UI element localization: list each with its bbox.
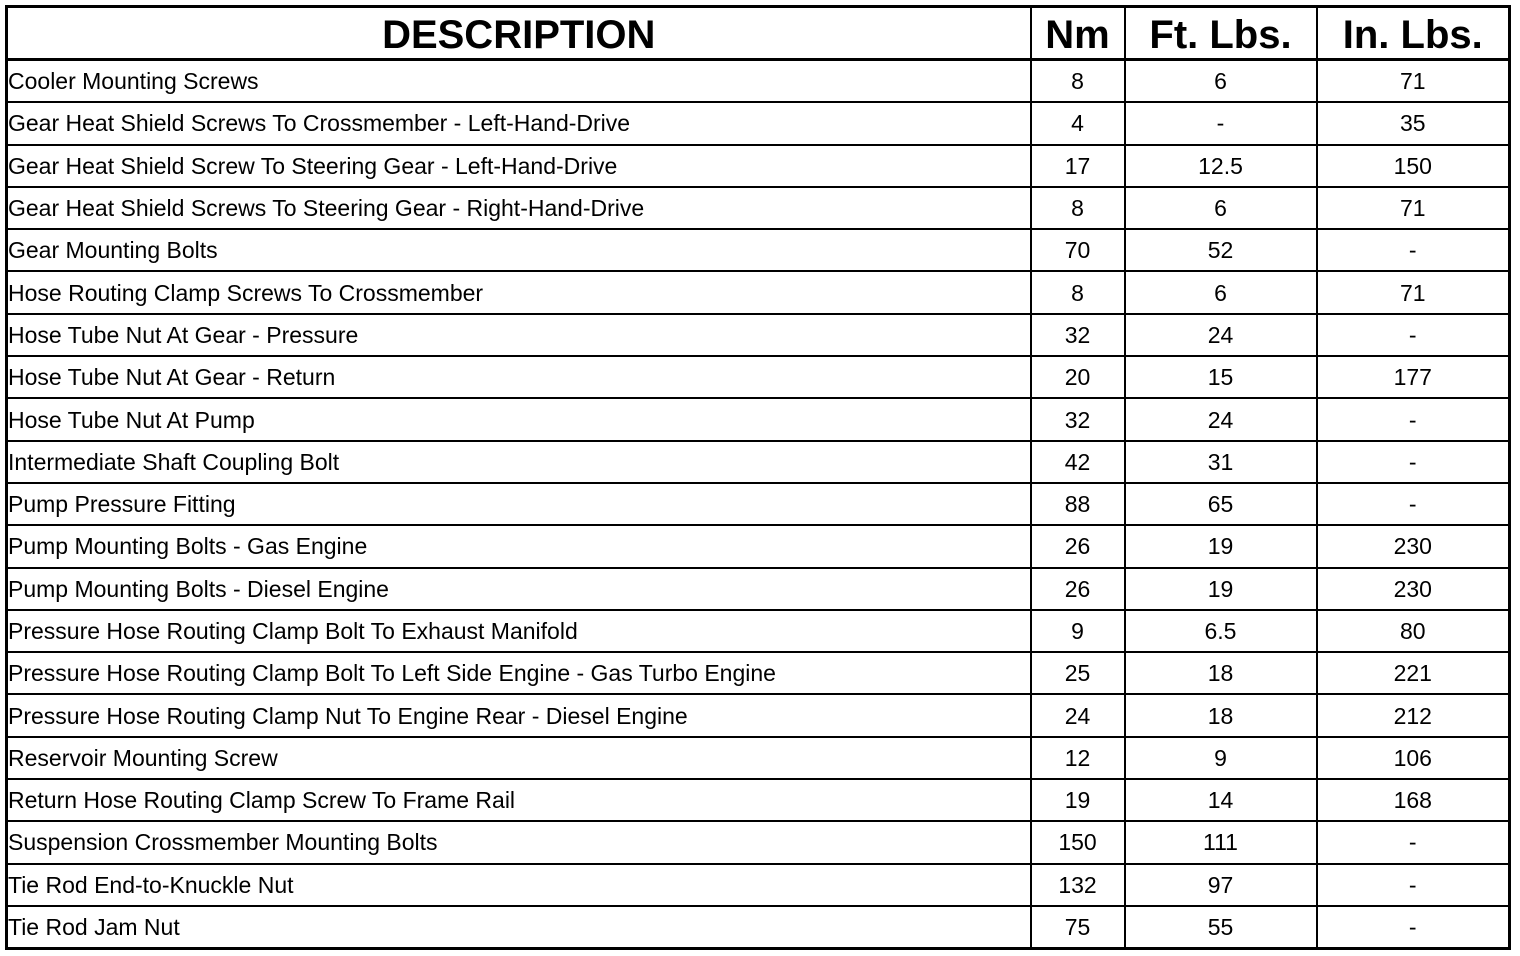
cell-ft-lbs: 111 (1125, 821, 1317, 863)
cell-description: Hose Tube Nut At Gear - Pressure (7, 314, 1031, 356)
cell-description: Gear Mounting Bolts (7, 229, 1031, 271)
cell-ft-lbs: 18 (1125, 652, 1317, 694)
cell-in-lbs: 106 (1317, 737, 1510, 779)
table-row (7, 229, 1510, 271)
cell-ft-lbs: 24 (1125, 398, 1317, 440)
header-nm: Nm (1031, 7, 1125, 60)
cell-description: Cooler Mounting Screws (7, 60, 1031, 103)
cell-description: Intermediate Shaft Coupling Bolt (7, 441, 1031, 483)
cell-description: Reservoir Mounting Screw (7, 737, 1031, 779)
cell-description: Pump Mounting Bolts - Gas Engine (7, 525, 1031, 567)
table-row (7, 821, 1510, 863)
cell-ft-lbs: 15 (1125, 356, 1317, 398)
cell-in-lbs: - (1317, 864, 1510, 906)
cell-nm: 25 (1031, 652, 1125, 694)
cell-ft-lbs: 6 (1125, 271, 1317, 313)
cell-in-lbs: 177 (1317, 356, 1510, 398)
cell-nm: 19 (1031, 779, 1125, 821)
cell-ft-lbs: 19 (1125, 525, 1317, 567)
cell-description: Pump Pressure Fitting (7, 483, 1031, 525)
cell-in-lbs: 71 (1317, 60, 1510, 103)
cell-ft-lbs: 6.5 (1125, 610, 1317, 652)
cell-nm: 42 (1031, 441, 1125, 483)
cell-nm: 8 (1031, 187, 1125, 229)
cell-ft-lbs: 31 (1125, 441, 1317, 483)
cell-ft-lbs: 6 (1125, 60, 1317, 103)
cell-in-lbs: - (1317, 229, 1510, 271)
cell-in-lbs: - (1317, 483, 1510, 525)
table-row (7, 568, 1510, 610)
cell-nm: 26 (1031, 568, 1125, 610)
table-row (7, 483, 1510, 525)
cell-ft-lbs: 19 (1125, 568, 1317, 610)
table-row (7, 356, 1510, 398)
header-ft-lbs: Ft. Lbs. (1125, 7, 1317, 60)
cell-ft-lbs: - (1125, 102, 1317, 144)
cell-description: Return Hose Routing Clamp Screw To Frame Rail (7, 779, 1031, 821)
cell-in-lbs: - (1317, 906, 1510, 949)
cell-nm: 9 (1031, 610, 1125, 652)
cell-in-lbs: - (1317, 398, 1510, 440)
cell-ft-lbs: 24 (1125, 314, 1317, 356)
table-row (7, 441, 1510, 483)
cell-nm: 26 (1031, 525, 1125, 567)
cell-description: Gear Heat Shield Screw To Steering Gear - Left-Hand-Drive (7, 145, 1031, 187)
table-row (7, 271, 1510, 313)
cell-in-lbs: 221 (1317, 652, 1510, 694)
cell-nm: 132 (1031, 864, 1125, 906)
cell-nm: 12 (1031, 737, 1125, 779)
cell-ft-lbs: 55 (1125, 906, 1317, 949)
cell-in-lbs: 71 (1317, 271, 1510, 313)
cell-description: Gear Heat Shield Screws To Steering Gear - Right-Hand-Drive (7, 187, 1031, 229)
cell-in-lbs: 168 (1317, 779, 1510, 821)
cell-ft-lbs: 6 (1125, 187, 1317, 229)
cell-description: Hose Tube Nut At Gear - Return (7, 356, 1031, 398)
cell-description: Gear Heat Shield Screws To Crossmember - Left-Hand-Drive (7, 102, 1031, 144)
cell-description: Suspension Crossmember Mounting Bolts (7, 821, 1031, 863)
header-description: DESCRIPTION (7, 7, 1031, 60)
table-row (7, 145, 1510, 187)
cell-nm: 24 (1031, 694, 1125, 736)
cell-description: Tie Rod Jam Nut (7, 906, 1031, 949)
cell-in-lbs: - (1317, 314, 1510, 356)
cell-nm: 8 (1031, 271, 1125, 313)
table-row (7, 906, 1510, 949)
cell-in-lbs: 80 (1317, 610, 1510, 652)
table-row (7, 102, 1510, 144)
table-row (7, 694, 1510, 736)
table-row (7, 398, 1510, 440)
header-in-lbs: In. Lbs. (1317, 7, 1510, 60)
cell-in-lbs: 212 (1317, 694, 1510, 736)
table-row (7, 737, 1510, 779)
cell-description: Pressure Hose Routing Clamp Nut To Engine Rear - Diesel Engine (7, 694, 1031, 736)
cell-nm: 150 (1031, 821, 1125, 863)
cell-nm: 32 (1031, 398, 1125, 440)
cell-in-lbs: 35 (1317, 102, 1510, 144)
cell-nm: 4 (1031, 102, 1125, 144)
table-row (7, 610, 1510, 652)
table-row (7, 187, 1510, 229)
cell-description: Pump Mounting Bolts - Diesel Engine (7, 568, 1031, 610)
cell-description: Tie Rod End-to-Knuckle Nut (7, 864, 1031, 906)
table-row (7, 60, 1510, 103)
cell-description: Pressure Hose Routing Clamp Bolt To Exhaust Manifold (7, 610, 1031, 652)
cell-nm: 17 (1031, 145, 1125, 187)
header-row (7, 7, 1510, 60)
table-row (7, 314, 1510, 356)
cell-nm: 75 (1031, 906, 1125, 949)
torque-spec-table (5, 5, 1511, 950)
cell-ft-lbs: 9 (1125, 737, 1317, 779)
cell-ft-lbs: 14 (1125, 779, 1317, 821)
cell-nm: 88 (1031, 483, 1125, 525)
cell-description: Pressure Hose Routing Clamp Bolt To Left Side Engine - Gas Turbo Engine (7, 652, 1031, 694)
table-row (7, 652, 1510, 694)
cell-ft-lbs: 18 (1125, 694, 1317, 736)
table-row (7, 864, 1510, 906)
cell-in-lbs: - (1317, 441, 1510, 483)
table-row (7, 779, 1510, 821)
table-header (7, 7, 1510, 60)
cell-description: Hose Tube Nut At Pump (7, 398, 1031, 440)
cell-in-lbs: 230 (1317, 568, 1510, 610)
cell-in-lbs: 230 (1317, 525, 1510, 567)
cell-ft-lbs: 52 (1125, 229, 1317, 271)
cell-nm: 20 (1031, 356, 1125, 398)
table-body (7, 60, 1510, 949)
cell-in-lbs: 150 (1317, 145, 1510, 187)
cell-ft-lbs: 65 (1125, 483, 1317, 525)
cell-in-lbs: - (1317, 821, 1510, 863)
cell-in-lbs: 71 (1317, 187, 1510, 229)
table-row (7, 525, 1510, 567)
cell-ft-lbs: 12.5 (1125, 145, 1317, 187)
cell-nm: 8 (1031, 60, 1125, 103)
cell-ft-lbs: 97 (1125, 864, 1317, 906)
cell-description: Hose Routing Clamp Screws To Crossmember (7, 271, 1031, 313)
cell-nm: 70 (1031, 229, 1125, 271)
cell-nm: 32 (1031, 314, 1125, 356)
